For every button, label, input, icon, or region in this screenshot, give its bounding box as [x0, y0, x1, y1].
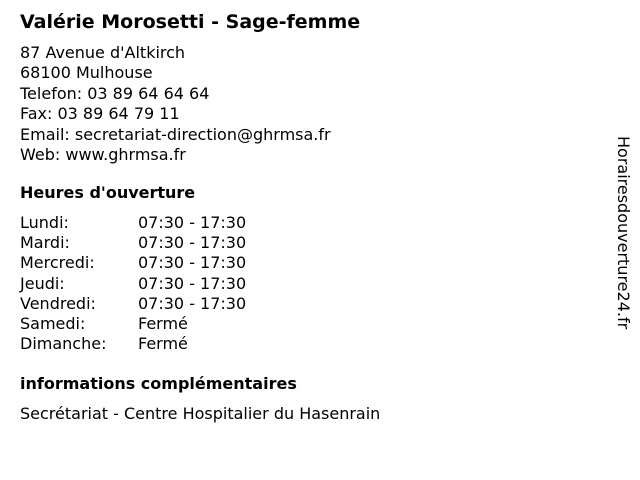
email-address: Email: secretariat-direction@ghrmsa.fr [20, 124, 331, 144]
day-label: Mardi: [20, 233, 70, 253]
contact-block [20, 43, 331, 165]
website: Web: www.ghrmsa.fr [20, 145, 186, 165]
day-label: Mercredi: [20, 253, 95, 273]
hours-row-saturday [20, 314, 280, 334]
time-value: 07:30 - 17:30 [138, 213, 247, 232]
hours-row-thursday [20, 274, 280, 294]
page-title: Valérie Morosetti - Sage-femme [20, 11, 361, 33]
time-value: 07:30 - 17:30 [138, 233, 247, 253]
time-value: Fermé [138, 313, 188, 333]
time-value: 07:30 - 17:30 [138, 293, 247, 313]
day-label: Lundi: [20, 213, 69, 232]
address-street: 87 Avenue d'Altkirch [20, 43, 186, 62]
fax-number: Fax: 03 89 64 79 11 [20, 104, 180, 124]
hours-row-sunday [20, 334, 280, 354]
time-value: Fermé [138, 334, 188, 354]
phone-number: Telefon: 03 89 64 64 64 [20, 83, 210, 103]
day-label: Jeudi: [20, 273, 65, 293]
address-city: 68100 Mulhouse [20, 63, 153, 83]
day-label: Samedi: [20, 313, 86, 333]
hours-row-monday [20, 213, 280, 233]
hours-row-friday [20, 294, 280, 314]
opening-hours-table [20, 213, 280, 354]
time-value: 07:30 - 17:30 [138, 253, 247, 273]
day-label: Dimanche: [20, 334, 107, 354]
info-heading: informations complémentaires [20, 374, 297, 393]
site-watermark: Horairesdouverture24.fr [614, 136, 633, 330]
day-label: Vendredi: [20, 293, 96, 313]
hours-row-wednesday [20, 253, 280, 273]
info-text: Secrétariat - Centre Hospitalier du Hasenrain [20, 404, 381, 423]
hours-heading: Heures d'ouverture [20, 183, 196, 202]
time-value: 07:30 - 17:30 [138, 273, 247, 293]
hours-row-tuesday [20, 233, 280, 253]
